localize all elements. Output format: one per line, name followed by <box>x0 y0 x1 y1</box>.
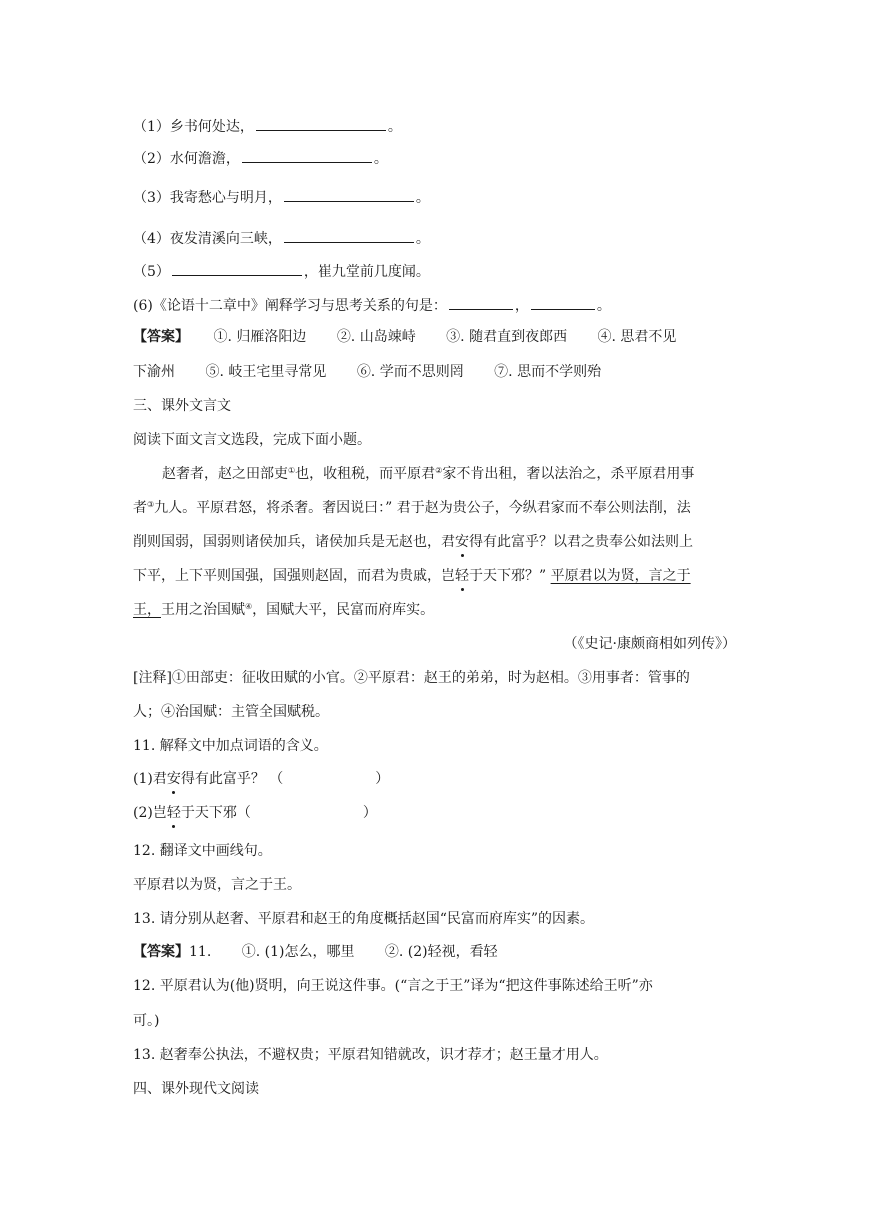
underlined-sentence: 平原君以为贤，言之于 <box>550 568 691 584</box>
answer-13: 13. 赵奢奉公执法，不避权贵；平原君知错就改，识才荐才；赵王量才用人。 <box>133 1047 608 1063</box>
question-text: （5） <box>133 264 170 280</box>
fill-question-2 <box>133 148 388 168</box>
question-12: 12. 翻译文中画线句。 <box>133 843 272 859</box>
passage-text: 得有此富乎？以君之贵奉公如法则上 <box>469 534 693 550</box>
punctuation: ） <box>362 805 377 821</box>
passage-text: 削则国弱，国弱则诸侯加兵，诸侯加兵是无赵也，君 <box>133 534 455 550</box>
answer-item: 下渝州 <box>133 364 175 380</box>
punctuation: 。 <box>373 151 388 167</box>
passage-line <box>133 499 691 517</box>
punctuation: ） <box>375 771 390 787</box>
dotted-word: 轻 <box>455 568 469 584</box>
answer-blank <box>449 295 513 310</box>
question-text: 于天下邪（ <box>180 805 251 821</box>
passage-text: 者 <box>133 500 147 516</box>
fill-question-3 <box>133 187 430 207</box>
question-11-2 <box>133 804 377 822</box>
passage-text: 九人。平原君怒，将杀奢。奢因说曰：” 君于赵为贵公子，今纵君家而不奉公则法削，法 <box>154 500 691 516</box>
answer-blank <box>284 228 414 243</box>
answer-label: 【答案】 <box>133 329 189 345</box>
dotted-word: 安 <box>455 534 469 550</box>
answer-number: 11. <box>189 944 212 960</box>
question-text: (6)《论语十二章中》阐释学习与思考关系的句是： <box>133 298 447 314</box>
passage-text: 于天下邪？” <box>469 568 551 584</box>
footnote-marker: ① <box>288 466 296 475</box>
answer-blank <box>172 261 302 276</box>
fill-question-1 <box>133 116 402 136</box>
answer-blank <box>242 148 372 163</box>
question-11: 11. 解释文中加点词语的含义。 <box>133 738 328 754</box>
answer-label: 【答案】 <box>133 944 189 960</box>
fill-question-5 <box>133 261 430 281</box>
passage-text: 家不肯出租，奢以法治之，杀平原君用事 <box>442 466 695 482</box>
passage-text: 王用之治国赋 <box>161 602 245 618</box>
dotted-word: 安 <box>166 771 181 787</box>
question-text: 得有此富乎？ （ <box>180 771 284 787</box>
passage-text: 赵奢者，赵之田部吏 <box>162 466 288 482</box>
question-12-text: 平原君以为贤，言之于王。 <box>133 877 301 893</box>
passage-source: （《史记·康颇商相如列传》） <box>563 636 736 652</box>
answer-blank <box>284 187 414 202</box>
answer-item: ⑥. 学而不思则罔 <box>356 364 464 380</box>
question-text: （4）夜发清溪向三峡， <box>133 231 282 247</box>
passage-line <box>162 465 694 483</box>
notes-line: 人；④治国赋：主管全国赋税。 <box>133 704 329 720</box>
section-instruction: 阅读下面文言文选段，完成下面小题。 <box>133 432 371 448</box>
footnote-marker: ② <box>435 466 443 475</box>
passage-line <box>133 567 691 585</box>
punctuation: ， <box>514 298 529 314</box>
answer-item: ⑤. 岐王宅里寻常见 <box>205 364 327 380</box>
question-text: （3）我寄愁心与明月， <box>133 190 282 206</box>
fill-question-4 <box>133 228 430 248</box>
passage-text: ，国赋大平，民富而府库实。 <box>252 602 435 618</box>
question-text: （2）水何澹澹， <box>133 151 240 167</box>
question-13: 13. 请分别从赵奢、平原君和赵王的角度概括赵国“民富而府库实”的因素。 <box>133 911 595 927</box>
passage-text: 也，收租税，而平原君 <box>295 466 436 482</box>
answer-item: ②. (2)轻视，看轻 <box>384 944 498 960</box>
fill-question-6 <box>133 295 611 315</box>
answer-12-line: 12. 平原君认为(他)贤明，向王说这件事。(“言之于王”译为“把这件事陈述给王听”亦 <box>133 978 653 994</box>
footnote-marker: ④ <box>245 602 253 611</box>
question-text-end: ，崔九堂前几度闻。 <box>303 264 430 280</box>
answer-line-2 <box>133 363 601 381</box>
punctuation: 。 <box>415 190 430 206</box>
answer-12-line: 可。) <box>133 1013 160 1029</box>
answer-item: ③. 随君直到夜郎西 <box>446 329 568 345</box>
answer-line-3 <box>133 943 498 961</box>
answer-blank <box>256 116 386 131</box>
passage-text: 下平，上下平则国强，国强则赵固，而君为贵戚，岂 <box>133 568 455 584</box>
punctuation: 。 <box>387 119 402 135</box>
passage-line <box>133 533 693 551</box>
section-heading: 四、课外现代文阅读 <box>133 1081 259 1097</box>
section-heading: 三、课外文言文 <box>133 398 231 414</box>
passage-line <box>133 601 434 619</box>
answer-line-1 <box>133 328 676 346</box>
dotted-word: 轻 <box>166 805 181 821</box>
punctuation: 。 <box>415 231 430 247</box>
answer-blank <box>531 295 595 310</box>
answer-item: ①. 归雁洛阳边 <box>213 329 307 345</box>
footnote-marker: ③ <box>147 500 155 509</box>
question-text: (1)君 <box>133 771 167 787</box>
answer-item: ①. (1)怎么，哪里 <box>241 944 355 960</box>
underlined-sentence: 王， <box>133 602 161 618</box>
answer-item: ⑦. 思而不学则殆 <box>494 364 602 380</box>
answer-item: ④. 思君不见 <box>597 329 677 345</box>
question-11-1 <box>133 770 389 788</box>
answer-item: ②. 山岛竦峙 <box>336 329 416 345</box>
question-text: (2)岂 <box>133 805 167 821</box>
punctuation: 。 <box>596 298 611 314</box>
question-text: （1）乡书何处达， <box>133 119 254 135</box>
notes-line: [注释]①田部吏：征收田赋的小官。②平原君：赵王的弟弟，时为赵相。③用事者：管事的 <box>133 670 690 686</box>
